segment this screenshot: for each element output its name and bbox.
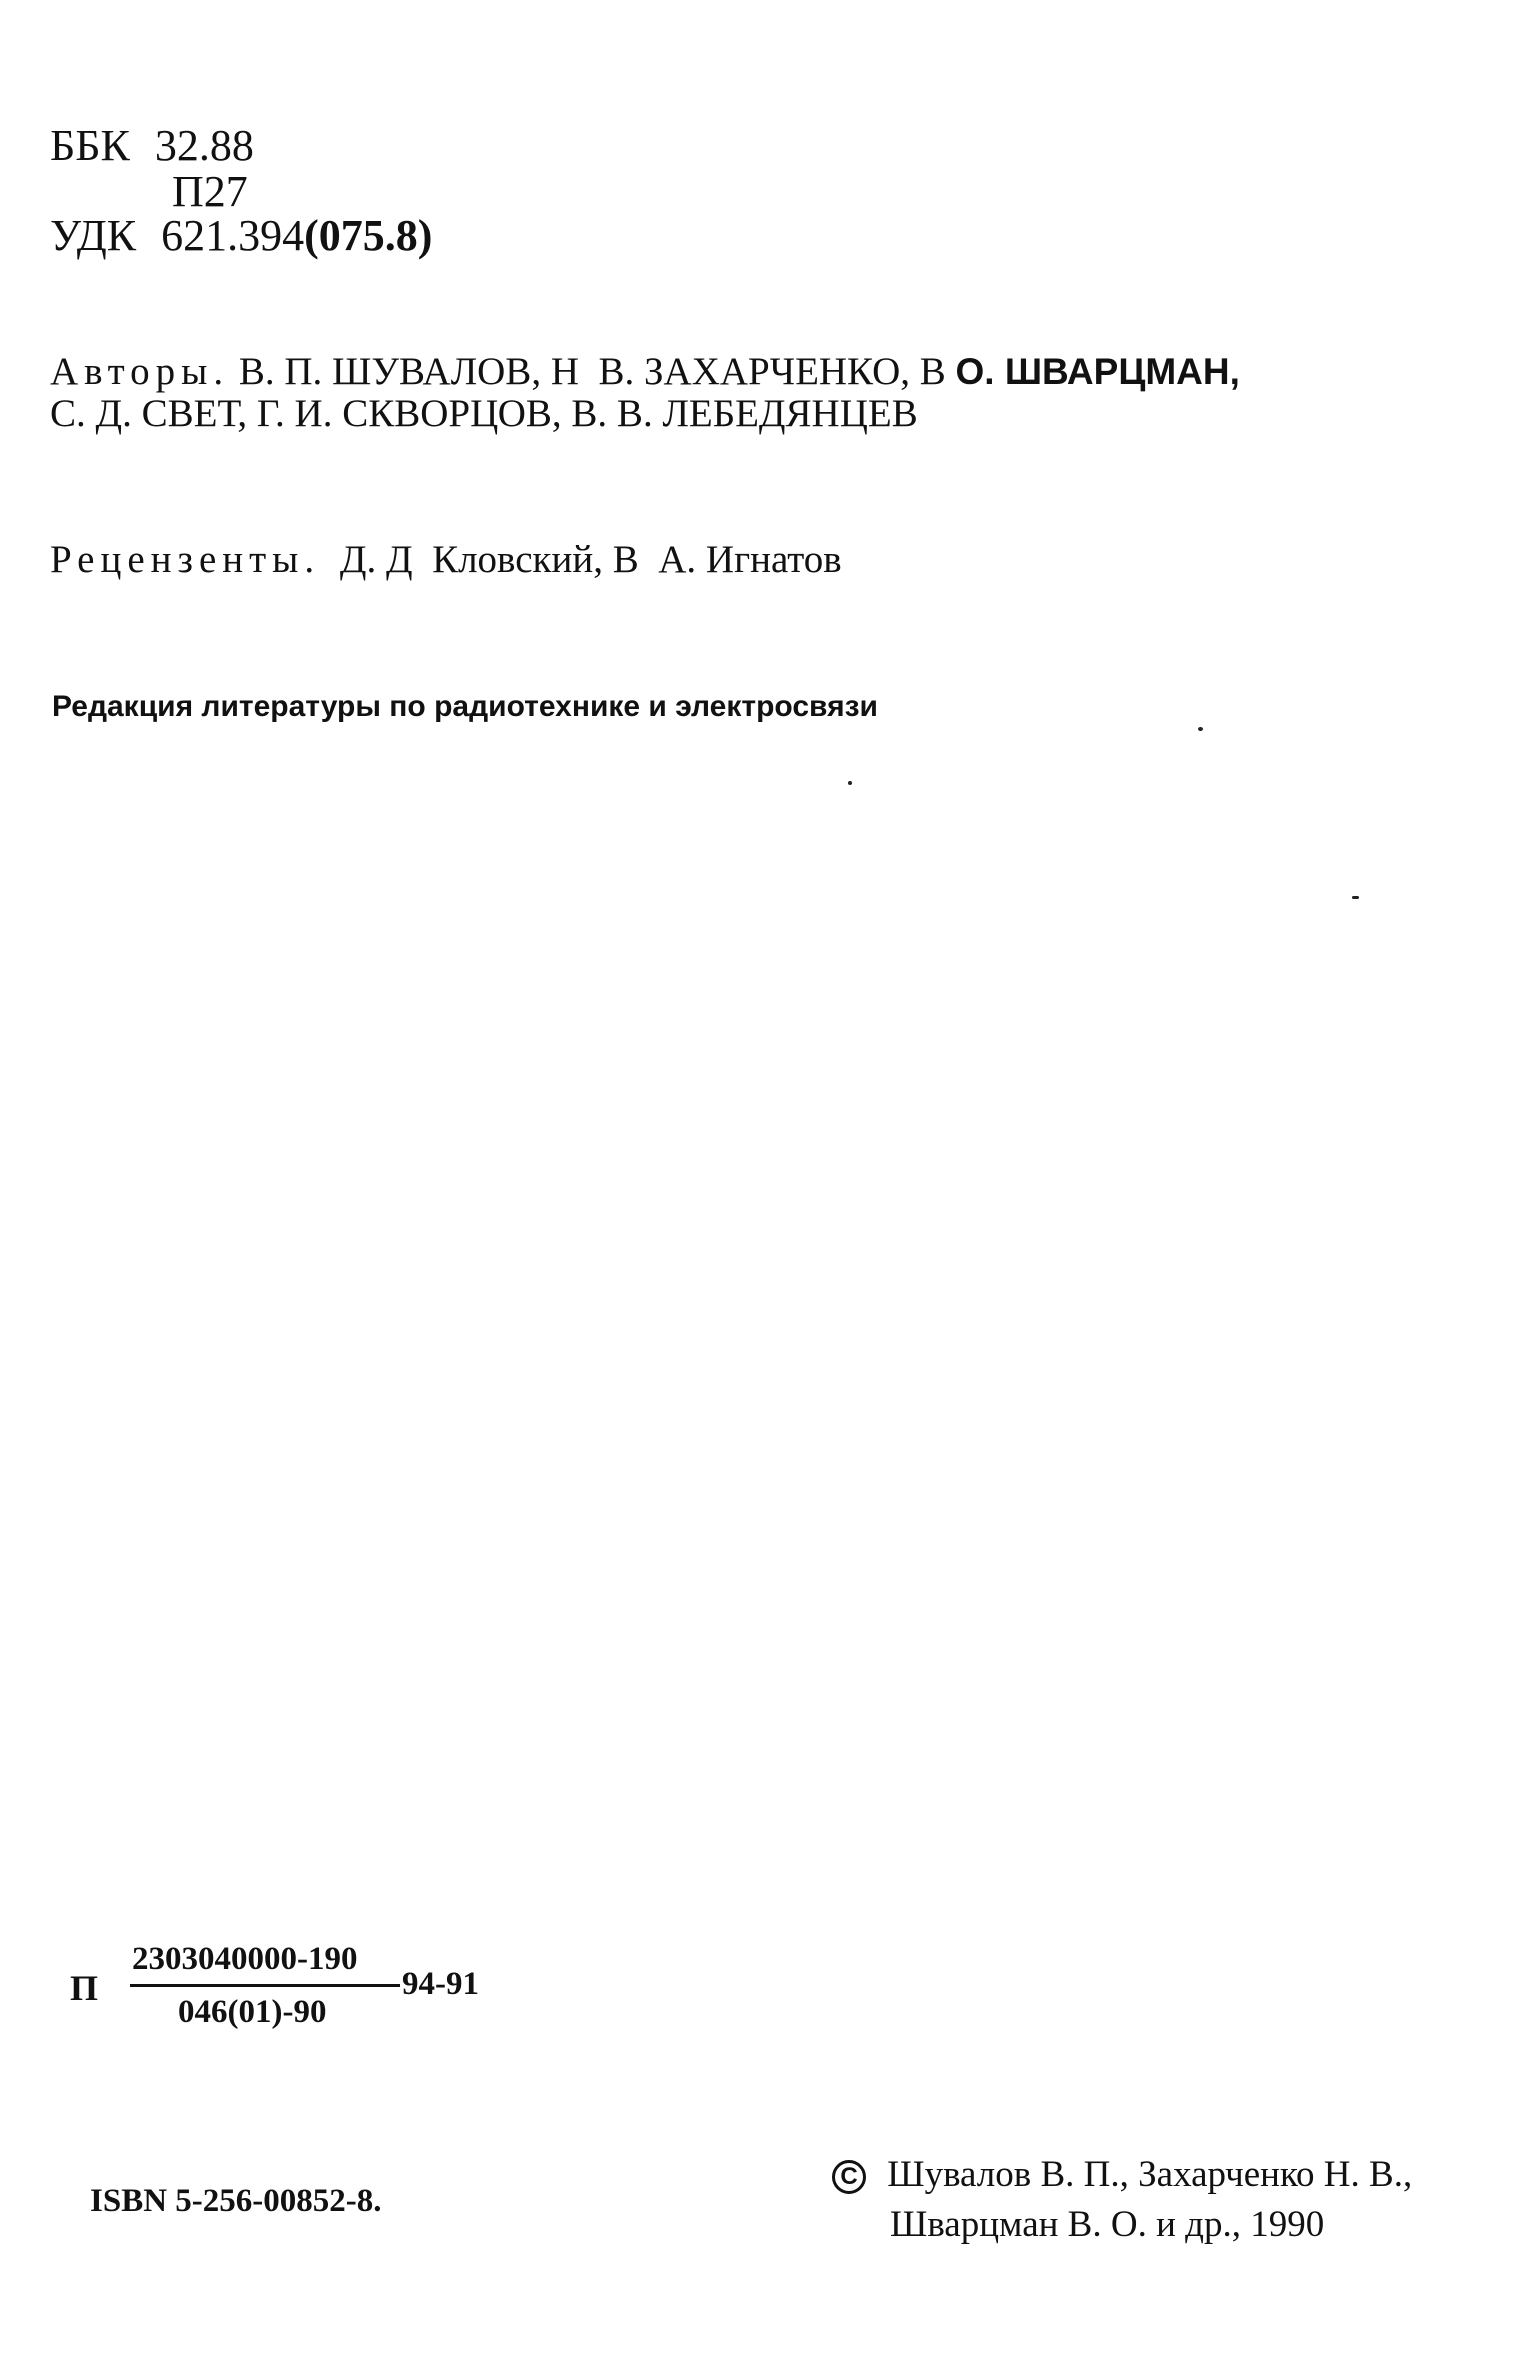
copyright-line-2: Шварцман В. О. и др., 1990 bbox=[890, 2204, 1325, 2245]
udk-suffix: (075.8) bbox=[304, 211, 433, 260]
authors-names-bold: О. ШВАРЦМАН, bbox=[955, 351, 1240, 392]
code-denominator: 046(01)-90 bbox=[178, 1994, 327, 2030]
authors-line-1 bbox=[50, 352, 1240, 391]
bbk-line bbox=[50, 121, 254, 170]
code-numerator: 2303040000-190 bbox=[132, 1941, 358, 1977]
author-mark: П27 bbox=[172, 167, 248, 216]
reviewers-names: Д. Д Кловский, В А. Игнатов bbox=[339, 538, 842, 581]
authors-label: Авторы. bbox=[50, 350, 230, 393]
fraction-bar bbox=[130, 1984, 400, 1987]
udk-label: УДК bbox=[50, 211, 137, 260]
authors-names-regular: В. П. ШУВАЛОВ, Н В. ЗАХАРЧЕНКО, В bbox=[238, 350, 956, 393]
code-letter: П bbox=[70, 1968, 99, 2008]
edition-note: Редакция литературы по радиотехнике и электросвязи bbox=[52, 690, 878, 723]
authors-line-2: С. Д. СВЕТ, Г. И. СКВОРЦОВ, В. В. ЛЕБЕДЯНЦЕВ bbox=[50, 392, 918, 435]
scan-speck bbox=[848, 781, 852, 785]
copyright-line-1 bbox=[832, 2156, 1412, 2194]
copyright-text-1: Шувалов В. П., Захарченко Н. В., bbox=[887, 2154, 1413, 2195]
bbk-code: 32.88 bbox=[154, 121, 254, 170]
scan-speck bbox=[1198, 727, 1203, 731]
bbk-label: ББК bbox=[50, 121, 130, 170]
scan-speck bbox=[1352, 896, 1359, 899]
code-suffix: 94-91 bbox=[402, 1966, 479, 2002]
isbn: ISBN 5-256-00852-8. bbox=[90, 2183, 382, 2219]
udk-code: 621.394 bbox=[161, 211, 305, 260]
reviewers-label: Рецензенты. bbox=[50, 538, 321, 581]
reviewers-line bbox=[50, 540, 842, 579]
copyright-icon: C bbox=[832, 2160, 866, 2194]
udk-line bbox=[50, 211, 433, 260]
